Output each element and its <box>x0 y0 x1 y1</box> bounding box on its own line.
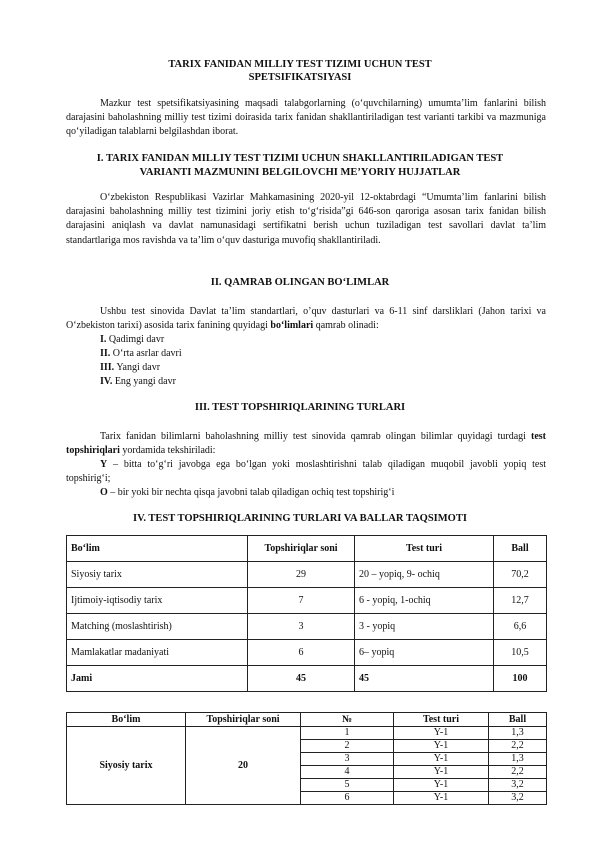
section-1-heading <box>40 152 560 180</box>
type-y-definition <box>66 458 546 486</box>
cell-number: 3 <box>301 753 394 766</box>
table-row <box>67 727 547 740</box>
cell-score: 10,5 <box>494 640 547 666</box>
score-distribution-table <box>66 535 547 692</box>
cell-number: 5 <box>301 779 394 792</box>
period-label: Yangi davr <box>116 362 161 373</box>
cell-number: 1 <box>301 727 394 740</box>
period-item-1 <box>100 333 164 347</box>
cell-number: 6 <box>301 792 394 805</box>
section-4-heading: IV. TEST TOPSHIRIQLARINING TURLARI VA BALLAR TAQSIMOTI <box>133 513 467 524</box>
period-item-3 <box>100 361 160 375</box>
period-item-4 <box>100 375 176 389</box>
section-3-heading: III. TEST TOPSHIRIQLARINING TURLARI <box>194 402 406 413</box>
cell-test-type: 6 - yopiq, 1-ochiq <box>355 588 494 614</box>
intro-paragraph: Mazkur test spetsifikatsiyasining maqsadi talabgorlarning (o‘quvchilarning) umumta’lim fanlarini bilish darajasini baholashning milliy test tizimi doirasida tarix fanidan shakllantiriladigan test varianti tarkibi va mazmuniga qo‘yiladigan talablarni belgilashdan iborat. <box>66 98 546 138</box>
period-label: Qadimgi davr <box>108 334 165 345</box>
table-row <box>67 614 547 640</box>
cell-score: 3,2 <box>489 792 547 805</box>
cell-test-type: Y-1 <box>394 727 489 740</box>
cell-score: 1,3 <box>489 753 547 766</box>
cell-task-count: 20 <box>186 727 301 805</box>
cell-number: 2 <box>301 740 394 753</box>
type-y-key: Y <box>100 459 108 470</box>
section-2-text-end: qamrab olinadi: <box>313 320 379 332</box>
period-num: I. <box>100 334 107 345</box>
cell-test-type: Y-1 <box>394 753 489 766</box>
cell-score: 2,2 <box>489 740 547 753</box>
column-header-section: Bo‘lim <box>67 713 186 727</box>
section-2-paragraph <box>66 305 546 333</box>
cell-test-type: Y-1 <box>394 766 489 779</box>
type-o-key: O <box>100 487 108 498</box>
type-y-text: – bitta to‘g‘ri javobga ega bo‘lgan yoki moslashtirishni talab qiladigan muqobil javobli yopiq test topshirig‘i; <box>66 459 546 485</box>
cell-test-type: Y-1 <box>394 779 489 792</box>
section-2-heading: II. QAMRAB OLINGAN BO‘LIMLAR <box>210 277 390 288</box>
cell-test-type: Y-1 <box>394 740 489 753</box>
section-1-heading-line-1: I. TARIX FANIDAN MILLIY TEST TIZIMI UCHUN SHAKLLANTIRILADIGAN TEST <box>96 153 504 164</box>
period-label: O‘rta asrlar davri <box>112 348 182 359</box>
section-3-text-start: Tarix fanidan bilimlarni baholashning milliy test sinovida qamrab olingan bilimlar quyidagi turdagi <box>100 431 531 442</box>
section-1-heading-line-2: VARIANTI MAZMUNINI BELGILOVCHI ME’YORIY HUJJATLAR <box>139 167 461 178</box>
section-3-paragraph <box>66 430 546 458</box>
cell-section: Matching (moslashtirish) <box>67 614 248 640</box>
document-title <box>60 58 540 84</box>
column-header-count: Topshiriqlar soni <box>248 536 355 562</box>
period-label: Eng yangi davr <box>114 376 176 387</box>
column-header-number: № <box>301 713 394 727</box>
table-row <box>67 640 547 666</box>
cell-section: Siyosiy tarix <box>67 562 248 588</box>
period-item-2 <box>100 347 182 361</box>
cell-score: 12,7 <box>494 588 547 614</box>
column-header-score: Ball <box>494 536 547 562</box>
cell-section-name: Siyosiy tarix <box>67 727 186 805</box>
table-total-row <box>67 666 547 692</box>
cell-count: 3 <box>248 614 355 640</box>
cell-score: 70,2 <box>494 562 547 588</box>
total-label: Jami <box>67 666 248 692</box>
task-detail-table <box>66 712 547 805</box>
cell-test-type: 20 – yopiq, 9- ochiq <box>355 562 494 588</box>
section-3-text-end: yordamida tekshiriladi: <box>119 445 216 457</box>
cell-section: Mamlakatlar madaniyati <box>67 640 248 666</box>
title-line-2: SPETSIFIKATSIYASI <box>248 72 352 83</box>
cell-count: 6 <box>248 640 355 666</box>
cell-score: 2,2 <box>489 766 547 779</box>
table-header-row <box>67 536 547 562</box>
cell-test-type: Y-1 <box>394 792 489 805</box>
column-header-test-type: Test turi <box>355 536 494 562</box>
table-header-row <box>67 713 547 727</box>
cell-score: 3,2 <box>489 779 547 792</box>
total-count: 45 <box>248 666 355 692</box>
cell-test-type: 6– yopiq <box>355 640 494 666</box>
total-score: 100 <box>494 666 547 692</box>
cell-score: 6,6 <box>494 614 547 640</box>
cell-section: Ijtimoiy-iqtisodiy tarix <box>67 588 248 614</box>
column-header-score: Ball <box>489 713 547 727</box>
title-line-1: TARIX FANIDAN MILLIY TEST TIZIMI UCHUN TEST <box>168 59 432 70</box>
period-num: III. <box>100 362 115 373</box>
cell-count: 29 <box>248 562 355 588</box>
cell-number: 4 <box>301 766 394 779</box>
cell-count: 7 <box>248 588 355 614</box>
period-num: II. <box>100 348 111 359</box>
cell-test-type: 3 - yopiq <box>355 614 494 640</box>
total-test-type: 45 <box>355 666 494 692</box>
column-header-count: Topshiriqlar soni <box>186 713 301 727</box>
period-num: IV. <box>100 376 113 387</box>
section-2-text-bold: bo‘limlari <box>270 320 314 332</box>
table-row <box>67 562 547 588</box>
cell-score: 1,3 <box>489 727 547 740</box>
section-3-text-bold: test topshiriqlari <box>66 431 546 457</box>
table-row <box>67 588 547 614</box>
section-1-paragraph: O‘zbekiston Respublikasi Vazirlar Mahkamasining 2020-yil 12-oktabrdagi “Umumta’lim fanlarini bilish darajasini baholashning milliy test tizimini joriy etish to‘g‘risida”gi 646-son qaroriga asosan tarix fanidan bilish darajasini aniqlash va davlat namunasidagi sertifikatni berish uchun tuziladigan test savollari davlat ta’lim standartlariga mos ravishda va ta’lim o‘quv dasturiga muvofiq shakllantiriladi. <box>66 192 546 246</box>
column-header-section: Bo‘lim <box>67 536 248 562</box>
column-header-test-type: Test turi <box>394 713 489 727</box>
type-o-definition <box>66 486 546 500</box>
section-2-text-start: Ushbu test sinovida Davlat ta’lim standartlari, o’quv dasturlari va 6-11 sinf darsliklari (Jahon tarixi va O‘zbekiston tarixi) asosida tarix fanining quyidagi <box>66 306 546 332</box>
type-o-text: – bir yoki bir nechta qisqa javobni talab qiladigan ochiq test topshirig‘i <box>107 487 395 498</box>
